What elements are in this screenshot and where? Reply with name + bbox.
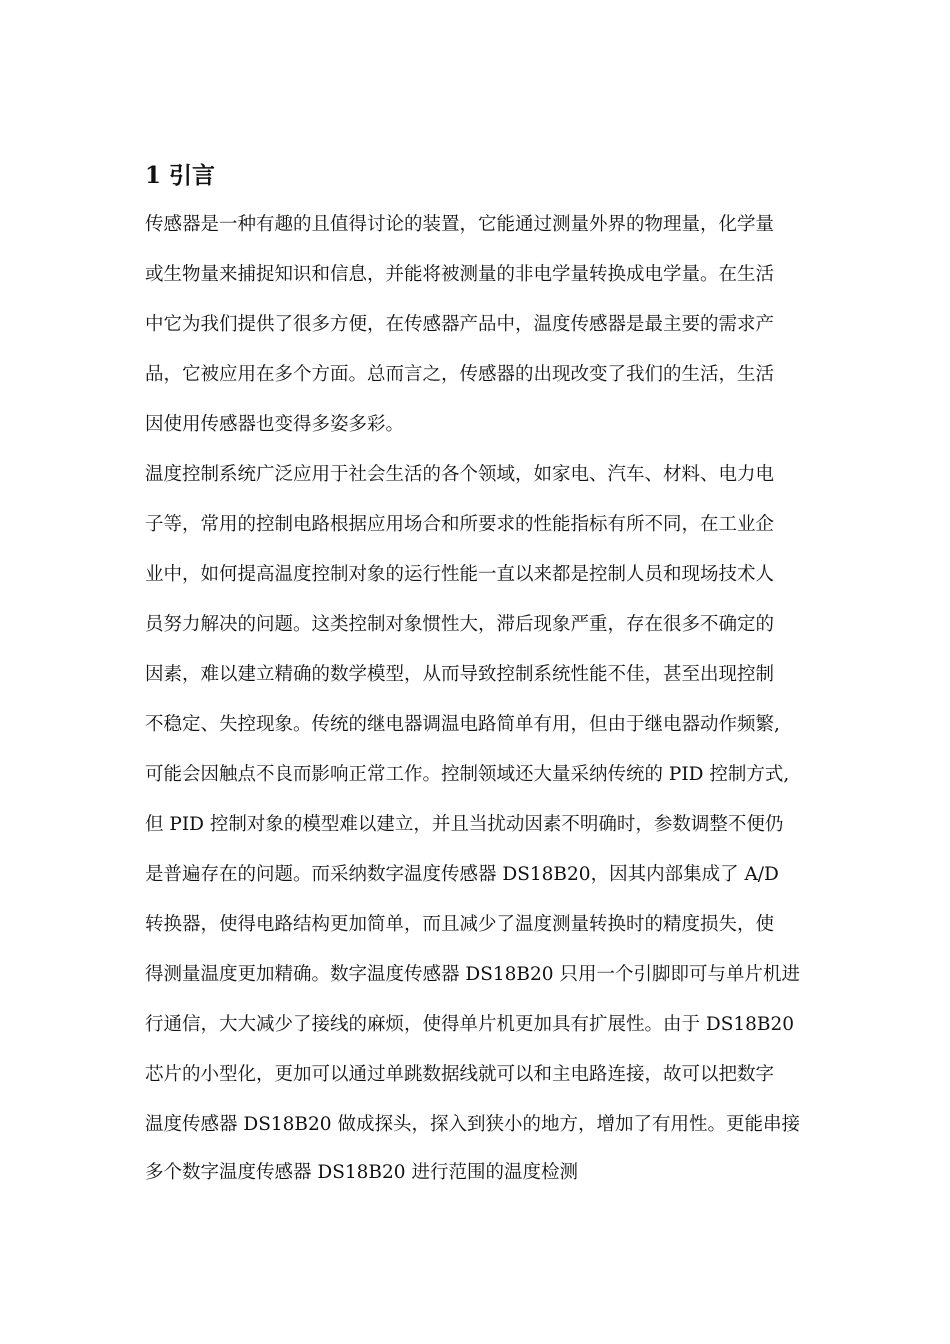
paragraph-2-line: 转换器，使得电路结构更加简单，而且减少了温度测量转换时的精度损失，使 — [145, 914, 775, 935]
paragraph-2-line: 子等，常用的控制电路根据应用场合和所要求的性能指标有所不同，在工业企 — [145, 514, 775, 535]
paragraph-2-line: 可能会因触点不良而影响正常工作。控制领域还大量采纳传统的 PID 控制方式, — [145, 764, 790, 785]
paragraph-2-line: 得测量温度更加精确。数字温度传感器 DS18B20 只用一个引脚即可与单片机进 — [145, 964, 800, 985]
paragraph-2-line: 温度传感器 DS18B20 做成探头，探入到狭小的地方，增加了有用性。更能串接 — [145, 1114, 800, 1135]
paragraph-2-line: 是普遍存在的问题。而采纳数字温度传感器 DS18B20，因其内部集成了 A/D — [145, 864, 779, 885]
paragraph-1-line: 品，它被应用在多个方面。总而言之，传感器的出现改变了我们的生活，生活 — [145, 364, 775, 385]
paragraph-2-line: 多个数字温度传感器 DS18B20 进行范围的温度检测 — [145, 1162, 578, 1183]
paragraph-2-line: 不稳定、失控现象。传统的继电器调温电路简单有用，但由于继电器动作频繁, — [145, 714, 780, 735]
paragraph-2-line: 芯片的小型化，更加可以通过单跳数据线就可以和主电路连接，故可以把数字 — [145, 1064, 775, 1085]
section-heading: 1 引言 — [145, 162, 216, 189]
paragraph-2-line: 温度控制系统广泛应用于社会生活的各个领域，如家电、汽车、材料、电力电 — [145, 464, 775, 485]
paragraph-1-line: 传感器是一种有趣的且值得讨论的装置，它能通过测量外界的物理量，化学量 — [145, 214, 775, 235]
paragraph-2-line: 但 PID 控制对象的模型难以建立，并且当扰动因素不明确时，参数调整不便仍 — [145, 814, 784, 835]
paragraph-1-line: 或生物量来捕捉知识和信息，并能将被测量的非电学量转换成电学量。在生活 — [145, 264, 775, 285]
paragraph-2-line: 员努力解决的问题。这类控制对象惯性大，滞后现象严重，存在很多不确定的 — [145, 614, 775, 635]
paragraph-2-line: 行通信，大大减少了接线的麻烦，使得单片机更加具有扩展性。由于 DS18B20 — [145, 1014, 795, 1035]
paragraph-1-line: 中它为我们提供了很多方便，在传感器产品中，温度传感器是最主要的需求产 — [145, 314, 775, 335]
paragraph-1-line: 因使用传感器也变得多姿多彩。 — [145, 414, 405, 435]
paragraph-2-line: 因素，难以建立精确的数学模型，从而导致控制系统性能不佳，甚至出现控制 — [145, 664, 775, 685]
paragraph-2-line: 业中，如何提高温度控制对象的运行性能一直以来都是控制人员和现场技术人 — [145, 564, 775, 585]
